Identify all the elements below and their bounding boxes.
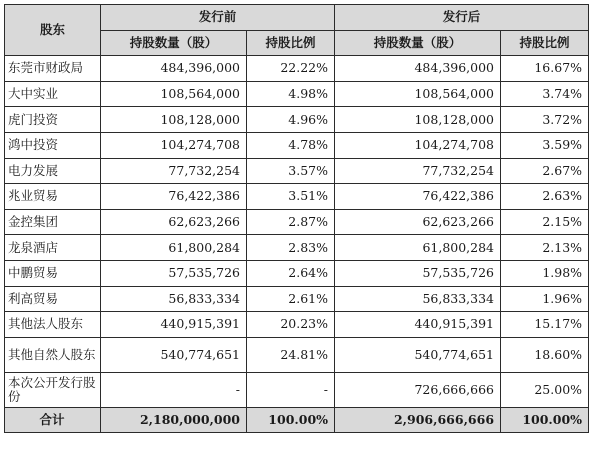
holder-name: 虎门投资: [5, 107, 101, 133]
after-ratio: 3.72%: [501, 107, 589, 133]
holder-name: 电力发展: [5, 158, 101, 184]
holder-name: 大中实业: [5, 81, 101, 107]
before-shares: 440,915,391: [101, 312, 247, 338]
table-row: [5, 56, 589, 82]
table-row: [5, 312, 589, 338]
table-row: [5, 132, 589, 158]
holder-name: 其他法人股东: [5, 312, 101, 338]
holder-name: 中鹏贸易: [5, 260, 101, 286]
after-ratio: 3.59%: [501, 132, 589, 158]
after-shares: 56,833,334: [335, 286, 501, 312]
before-shares: 76,422,386: [101, 184, 247, 210]
header-after-ratio: 持股比例: [501, 30, 589, 56]
after-shares: 77,732,254: [335, 158, 501, 184]
before-shares: 62,623,266: [101, 209, 247, 235]
before-ratio: 2.83%: [247, 235, 335, 261]
before-ratio: 4.98%: [247, 81, 335, 107]
total-before-ratio: 100.00%: [247, 407, 335, 433]
holder-name: 东莞市财政局: [5, 56, 101, 82]
total-before-shares: 2,180,000,000: [101, 407, 247, 433]
table-row: [5, 235, 589, 261]
before-shares: 77,732,254: [101, 158, 247, 184]
before-shares: 108,128,000: [101, 107, 247, 133]
after-ratio: 15.17%: [501, 312, 589, 338]
after-shares: 484,396,000: [335, 56, 501, 82]
table-row: [5, 158, 589, 184]
after-ratio: 2.63%: [501, 184, 589, 210]
before-ratio: -: [247, 372, 335, 407]
shareholding-table-container: [4, 4, 589, 433]
before-ratio: 4.96%: [247, 107, 335, 133]
before-ratio: 20.23%: [247, 312, 335, 338]
after-ratio: 16.67%: [501, 56, 589, 82]
after-shares: 62,623,266: [335, 209, 501, 235]
before-ratio: 2.61%: [247, 286, 335, 312]
before-ratio: 22.22%: [247, 56, 335, 82]
holder-name: 兆业贸易: [5, 184, 101, 210]
before-shares: 104,274,708: [101, 132, 247, 158]
header-before-ratio: 持股比例: [247, 30, 335, 56]
after-ratio: 3.74%: [501, 81, 589, 107]
after-shares: 57,535,726: [335, 260, 501, 286]
header-after-issue: 发行后: [335, 5, 589, 31]
total-row: [5, 407, 589, 433]
header-holder: 股东: [5, 5, 101, 56]
holder-name: 其他自然人股东: [5, 337, 101, 372]
after-shares: 440,915,391: [335, 312, 501, 338]
holder-name: 龙泉酒店: [5, 235, 101, 261]
table-row: [5, 107, 589, 133]
before-shares: 57,535,726: [101, 260, 247, 286]
after-ratio: 1.96%: [501, 286, 589, 312]
after-shares: 61,800,284: [335, 235, 501, 261]
table-row: [5, 81, 589, 107]
after-ratio: 1.98%: [501, 260, 589, 286]
table-row: [5, 184, 589, 210]
holder-name: 本次公开发行股份: [5, 372, 101, 407]
after-ratio: 25.00%: [501, 372, 589, 407]
after-ratio: 2.15%: [501, 209, 589, 235]
after-ratio: 18.60%: [501, 337, 589, 372]
table-row: [5, 286, 589, 312]
header-before-shares: 持股数量（股）: [101, 30, 247, 56]
total-label: 合计: [5, 407, 101, 433]
header-after-shares: 持股数量（股）: [335, 30, 501, 56]
table-row: [5, 372, 589, 407]
table-row: [5, 209, 589, 235]
after-shares: 540,774,651: [335, 337, 501, 372]
holder-name: 利高贸易: [5, 286, 101, 312]
before-ratio: 24.81%: [247, 337, 335, 372]
after-shares: 108,564,000: [335, 81, 501, 107]
table-row: [5, 260, 589, 286]
before-shares: 108,564,000: [101, 81, 247, 107]
after-ratio: 2.13%: [501, 235, 589, 261]
before-ratio: 2.64%: [247, 260, 335, 286]
before-shares: 540,774,651: [101, 337, 247, 372]
before-shares: 484,396,000: [101, 56, 247, 82]
total-after-ratio: 100.00%: [501, 407, 589, 433]
before-ratio: 3.51%: [247, 184, 335, 210]
header-before-issue: 发行前: [101, 5, 335, 31]
holder-name: 鸿中投资: [5, 132, 101, 158]
before-ratio: 3.57%: [247, 158, 335, 184]
header-row-1: [5, 5, 589, 31]
holder-name: 金控集团: [5, 209, 101, 235]
after-shares: 108,128,000: [335, 107, 501, 133]
before-shares: 56,833,334: [101, 286, 247, 312]
after-ratio: 2.67%: [501, 158, 589, 184]
after-shares: 726,666,666: [335, 372, 501, 407]
after-shares: 104,274,708: [335, 132, 501, 158]
total-after-shares: 2,906,666,666: [335, 407, 501, 433]
before-ratio: 4.78%: [247, 132, 335, 158]
before-ratio: 2.87%: [247, 209, 335, 235]
before-shares: -: [101, 372, 247, 407]
shareholding-table: [4, 4, 589, 433]
before-shares: 61,800,284: [101, 235, 247, 261]
table-row: [5, 337, 589, 372]
after-shares: 76,422,386: [335, 184, 501, 210]
